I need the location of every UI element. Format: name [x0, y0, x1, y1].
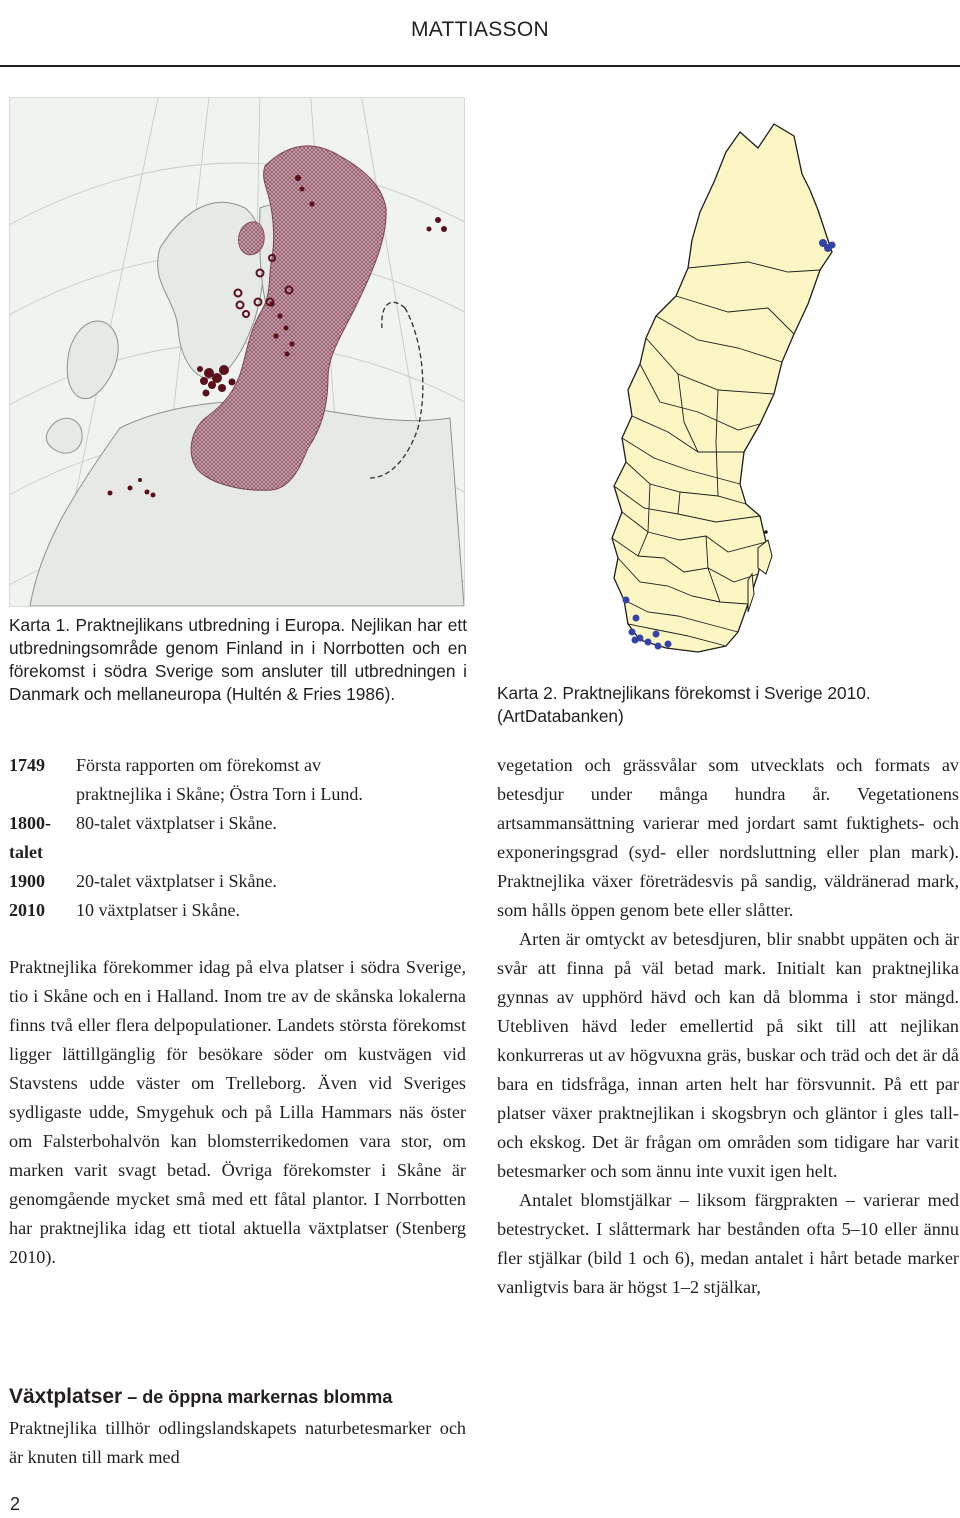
county-map-sweden-icon: [588, 112, 960, 664]
body-paragraph: Arten är omtyckt av betesdjuren, blir snabbt uppäten och är svår att finna på väl betad mark. Initialt kan praktnejlika gynnas av upphörd hävd och kan då blomma i stor mängd. Utebliven hävd leder emellertid på sikt till att nejlikan konkurreras ut av högvuxna gräs, buskar och träd och det är då bara en tidsfråga, innan arten helt har försvunnit. På ett par platser växer praktnejlikan i skogsbryn och gläntor i gles tall- och ekskog. Det är frågan om områden som tidigare har varit betesmarker och som ännu inte vuxit igen helt.: [497, 929, 959, 1181]
history-timeline: [9, 751, 469, 925]
section-heading-sub: de öppna markernas blomma: [142, 1387, 393, 1407]
section-heading-dash: –: [122, 1387, 143, 1407]
timeline-text: 10 växtplatser i Skåne.: [76, 900, 240, 920]
map2-caption-title: Karta 2. Praktnejlikans förekomst i Sverige 2010.: [497, 683, 871, 703]
timeline-row: [9, 751, 469, 780]
timeline-text: 80-talet växtplatser i Skåne.: [76, 813, 277, 833]
map1-caption: Karta 1. Praktnejlikans utbredning i Europa. Nejlikan har ett utbredningsområde genom Finland in i Norrbotten och en förekomst i södra Sverige som ansluter till utbredningen i Danmark och mellaneuropa (Hultén & Fries 1986).: [9, 615, 467, 704]
body-paragraph: Praktnejlika förekommer idag på elva platser i södra Sverige, tio i Skåne och en i Halland. Inom tre av de skånska lokalerna finns två eller flera delpopulationer. Landets största förekomst ligger lättillgänglig för besökare söder om kustvägen vid Stavstens udde väster om Trelleborg. Även vid Sveriges sydligaste udde, Smygehuk och på Lilla Hammars näs öster om Falsterbohalvön kan blomsterrikedomen vara stor, om marken varit svagt betad. Övriga förekomster i Skåne är genomgående mycket små med ett fåtal plantor. I Norrbotten har praktnejlika idag ett tiotal aktuella växtplatser (Stenberg 2010).: [9, 957, 466, 1267]
sweden-occurrence-map: [588, 112, 960, 664]
timeline-row: [9, 867, 469, 896]
distribution-map-europe-icon: [10, 98, 464, 606]
header-rule: [0, 65, 960, 67]
left-column-body: [9, 953, 466, 1272]
section-heading-main: Växtplatser: [9, 1385, 123, 1408]
body-paragraph: Praktnejlika tillhör odlingslandskapets naturbetesmarker och är knuten till mark med: [9, 1418, 466, 1467]
map2-caption-source: (ArtDatabanken): [497, 706, 624, 726]
timeline-year: 1900: [9, 871, 45, 891]
body-paragraph: vegetation och grässvålar som utvecklats och formats av betesdjur under många hundra år. Vegetationens artsammansättning varierar med jordart samt fuktighets- och exponeringsgrad (syd- eller nordsluttning eller plan mark). Praktnejlika växer företrädesvis på sandig, väldränerad mark, som hålls öppen genom bete eller slåtter.: [497, 755, 959, 920]
page-number: 2: [10, 1494, 21, 1514]
left-column-body-2: [9, 1414, 466, 1472]
right-column-body: [497, 751, 959, 1302]
timeline-year: 1749: [9, 755, 45, 775]
body-paragraph: Antalet blomstjälkar – liksom färgprakten – varierar med betestrycket. I slåttermark har bestånden ofta 5–10 eller ännu fler stjälkar (bild 1 och 6), medan antalet i hårt betade marker vanligtvis bara är högst 1–2 stjälkar,: [497, 1190, 959, 1297]
timeline-row: [9, 780, 469, 809]
timeline-row: [9, 896, 469, 925]
timeline-year-continued: talet: [9, 842, 43, 862]
timeline-row: [9, 809, 469, 838]
timeline-year: 2010: [9, 900, 45, 920]
timeline-year: 1800-: [9, 813, 51, 833]
timeline-text: 20-talet växtplatser i Skåne.: [76, 871, 277, 891]
europe-distribution-map: [9, 97, 465, 607]
timeline-text: Första rapporten om förekomst av: [76, 755, 321, 775]
timeline-row: [9, 838, 469, 867]
timeline-text-continued: praktnejlika i Skåne; Östra Torn i Lund.: [76, 784, 363, 804]
section-heading: [9, 1385, 479, 1409]
map2-caption: [497, 682, 947, 728]
running-header: MATTIASSON: [411, 18, 549, 41]
